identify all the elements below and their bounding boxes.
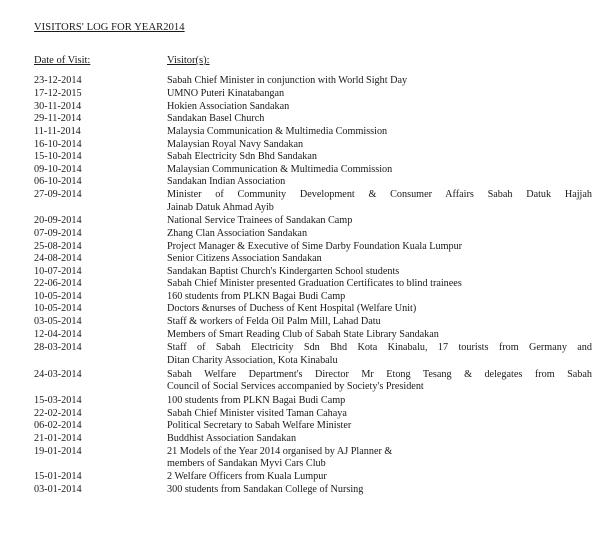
visit-date: 15-03-2014 (34, 395, 82, 407)
visitor-description (167, 291, 592, 304)
visit-date: 06-10-2014 (34, 176, 82, 188)
visitor-line: Senior Citizens Association Sandakan (167, 253, 322, 265)
log-entry (0, 164, 600, 177)
visitor-line: Members of Smart Reading Club of Sabah State Library Sandakan (167, 328, 439, 340)
visit-date: 28-03-2014 (34, 342, 82, 354)
visitor-description (167, 484, 592, 497)
log-entry (0, 253, 600, 266)
visit-date: 21-01-2014 (34, 432, 82, 444)
visitor-description (167, 329, 592, 342)
visitor-description (167, 395, 592, 408)
log-entry (0, 303, 600, 316)
log-entry (0, 88, 600, 101)
date-column-header: Date of Visit: (34, 55, 91, 66)
visitor-description (167, 228, 592, 241)
visit-date: 15-01-2014 (34, 471, 82, 483)
log-entry (0, 75, 600, 88)
visit-date: 09-10-2014 (34, 163, 82, 175)
visit-date: 15-10-2014 (34, 151, 82, 163)
visitor-line: Sabah Electricity Sdn Bhd Sandakan (167, 151, 317, 163)
log-entry (0, 278, 600, 291)
log-entry (0, 446, 600, 471)
visitor-line: UMNO Puteri Kinatabangan (167, 88, 285, 100)
visitor-description (167, 164, 592, 177)
visit-date: 10-07-2014 (34, 265, 82, 277)
log-entry (0, 420, 600, 433)
visitor-description (167, 139, 592, 152)
visitor-description (167, 433, 592, 446)
visitor-line: Project Manager & Executive of Sime Darby Foundation Kuala Lumpur (167, 240, 463, 252)
visitor-description (167, 75, 592, 88)
visitor-line: 160 students from PLKN Bagai Budi Camp (167, 290, 346, 302)
log-entry (0, 176, 600, 189)
visitor-line: Sabah Chief Minister in conjunction with World Sight Day (167, 75, 408, 86)
visit-date: 25-08-2014 (34, 240, 82, 252)
visit-date: 19-01-2014 (34, 445, 82, 457)
visit-date: 10-05-2014 (34, 303, 82, 315)
visit-date: 07-09-2014 (34, 227, 82, 239)
visitor-description (167, 101, 592, 114)
visitor-line: 300 students from Sandakan College of Nursing (167, 483, 364, 495)
visitor-line: Sabah Chief Minister presented Graduation Certificates to blind trainees (167, 278, 462, 290)
visit-date: 03-05-2014 (34, 316, 82, 328)
visit-date: 23-12-2014 (34, 75, 82, 86)
log-entry (0, 113, 600, 126)
visitor-line: Council of Social Services accompanied by Society's President (167, 381, 424, 393)
visit-date: 30-11-2014 (34, 100, 82, 112)
log-entry (0, 369, 600, 394)
visitor-line: Buddhist Association Sandakan (167, 432, 297, 444)
visitor-line: Zhang Clan Association Sandakan (167, 227, 308, 239)
log-entry (0, 266, 600, 279)
visitor-column-header: Visitor(s): (167, 55, 210, 66)
visitor-line: Doctors &nurses of Duchess of Kent Hospital (Welfare Unit) (167, 303, 417, 315)
visitor-line: Sandakan Basel Church (167, 113, 265, 125)
visitor-line: Jainab Datuk Ahmad Ayib (167, 201, 274, 213)
visit-date: 12-04-2014 (34, 328, 82, 340)
visitor-line: Malaysia Communication & Multimedia Commission (167, 125, 388, 137)
visitor-description (167, 176, 592, 189)
log-entry (0, 329, 600, 342)
log-entry (0, 139, 600, 152)
log-entry (0, 408, 600, 421)
visitor-description (167, 303, 592, 316)
visitor-line: 2 Welfare Officers from Kuala Lumpur (167, 471, 327, 483)
visitor-description (167, 253, 592, 266)
visitor-line: Malaysian Communication & Multimedia Commission (167, 163, 393, 175)
visitor-description (167, 369, 592, 394)
visitor-description (167, 408, 592, 421)
visitor-line: Sabah Chief Minister visited Taman Cahaya (167, 407, 347, 419)
visit-date: 22-06-2014 (34, 278, 82, 290)
visit-date: 22-02-2014 (34, 407, 82, 419)
visitor-description (167, 420, 592, 433)
visit-date: 06-02-2014 (34, 420, 82, 432)
log-entry (0, 395, 600, 408)
visitor-line: National Service Trainees of Sandakan Camp (167, 215, 353, 227)
visitor-description (167, 316, 592, 329)
log-entry (0, 215, 600, 228)
visitor-description (167, 241, 592, 254)
visit-date: 17-12-2015 (34, 88, 82, 100)
visit-date: 24-03-2014 (34, 368, 82, 380)
visitor-line: Sabah Welfare Department's Director Mr Etong Tesang & delegates from Sabah (167, 368, 592, 380)
visit-date: 29-11-2014 (34, 113, 82, 125)
visit-date: 27-09-2014 (34, 188, 82, 200)
visit-date: 03-01-2014 (34, 483, 82, 495)
visitor-description (167, 266, 592, 279)
visitor-description (167, 446, 592, 471)
log-entry (0, 342, 600, 367)
visitor-line: Hokien Association Sandakan (167, 100, 290, 112)
visit-date: 24-08-2014 (34, 253, 82, 265)
visitor-description (167, 278, 592, 291)
log-entry (0, 189, 600, 214)
visit-date: 10-05-2014 (34, 290, 82, 302)
document-title: VISITORS' LOG FOR YEAR2014 (34, 22, 185, 33)
visitor-log-list (0, 75, 600, 496)
visitor-description (167, 471, 592, 484)
log-entry (0, 316, 600, 329)
visitor-line: 100 students from PLKN Bagai Budi Camp (167, 395, 346, 407)
visitor-line: Political Secretary to Sabah Welfare Minister (167, 420, 352, 432)
log-entry (0, 291, 600, 304)
log-entry (0, 433, 600, 446)
visitor-description (167, 342, 592, 367)
visitor-line: Sandakan Indian Association (167, 176, 286, 188)
log-entry (0, 228, 600, 241)
visitor-line: Staff & workers of Felda Oil Palm Mill, Lahad Datu (167, 316, 381, 328)
log-entry (0, 471, 600, 484)
visitor-line: members of Sandakan Myvi Cars Club (167, 458, 326, 470)
visitor-description (167, 126, 592, 139)
visit-date: 11-11-2014 (34, 125, 81, 137)
log-entry (0, 151, 600, 164)
visitor-line: Minister of Community Development & Consumer Affairs Sabah Datuk Hajjah (167, 188, 592, 200)
visitor-line: Malaysian Royal Navy Sandakan (167, 138, 304, 150)
visitor-description (167, 88, 592, 101)
visitor-line: 21 Models of the Year 2014 organised by AJ Planner & (167, 445, 393, 457)
visitor-line: Sandakan Baptist Church's Kindergarten School students (167, 265, 400, 277)
log-entry (0, 241, 600, 254)
log-entry (0, 484, 600, 497)
visit-date: 20-09-2014 (34, 215, 82, 227)
visitor-description (167, 189, 592, 214)
visitor-description (167, 151, 592, 164)
visitor-description (167, 215, 592, 228)
log-entry (0, 126, 600, 139)
visitor-description (167, 113, 592, 126)
log-entry (0, 101, 600, 114)
visitor-line: Ditan Charity Association, Kota Kinabalu (167, 354, 338, 366)
visitor-line: Staff of Sabah Electricity Sdn Bhd Kota Kinabalu, 17 tourists from Germany and (167, 342, 592, 354)
visit-date: 16-10-2014 (34, 138, 82, 150)
